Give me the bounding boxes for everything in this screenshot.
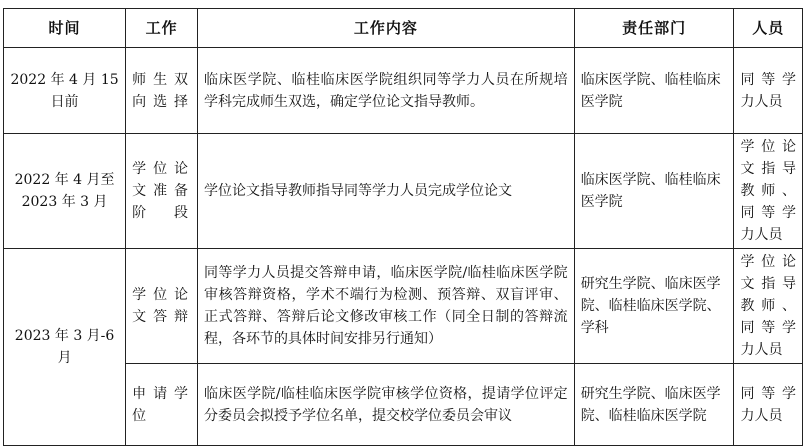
row-dept: 研究生学院、临床医学院、临桂临床医学院、学科 bbox=[574, 249, 734, 364]
header-people: 人员 bbox=[734, 9, 803, 48]
header-dept: 责任部门 bbox=[574, 9, 734, 48]
row-dept: 临床医学院、临桂临床医学院 bbox=[574, 48, 734, 134]
row-content: 学位论文指导教师指导同等学力人员完成学位论文 bbox=[198, 134, 575, 249]
schedule-table bbox=[3, 8, 803, 446]
row-content: 临床医学院、临桂临床医学院组织同等学力人员在所规培学科完成师生双选，确定学位论文指导教师。 bbox=[198, 48, 575, 134]
table-row bbox=[4, 249, 803, 364]
table-row bbox=[4, 48, 803, 134]
row-content: 临床医学院/临桂临床医学院审核学位资格，提请学位评定分委员会拟授予学位名单，提交校学位委员会审议 bbox=[198, 364, 575, 446]
header-work: 工作 bbox=[126, 9, 198, 48]
row-people: 同等学力人员 bbox=[734, 364, 803, 446]
row-content: 同等学力人员提交答辩申请，临床医学院/临桂临床医学院审核答辩资格，学术不端行为检测、预答辩、双盲评审、正式答辩、答辩后论文修改审核工作（同全日制的答辩流程，各环节的具体时间安排另行通知） bbox=[198, 249, 575, 364]
header-time: 时间 bbox=[4, 9, 126, 48]
header-content: 工作内容 bbox=[198, 9, 575, 48]
row-work: 学位论文准备阶段 bbox=[126, 134, 198, 249]
row-people: 同等学力人员 bbox=[734, 48, 803, 134]
row-time: 2022 年 4 月至 2023 年 3 月 bbox=[4, 134, 126, 249]
row-work: 师生双向选择 bbox=[126, 48, 198, 134]
row-people: 学位论文指导教师、同等学力人员 bbox=[734, 134, 803, 249]
header-row bbox=[4, 9, 803, 48]
row-work: 申请学位 bbox=[126, 364, 198, 446]
row-time: 2022 年 4 月 15 日前 bbox=[4, 48, 126, 134]
row-people: 学位论文指导教师、同等学力人员 bbox=[734, 249, 803, 364]
row-work: 学位论文答辩 bbox=[126, 249, 198, 364]
row-dept: 研究生学院、临床医学院、临桂临床医学院 bbox=[574, 364, 734, 446]
row-dept: 临床医学院、临桂临床医学院 bbox=[574, 134, 734, 249]
table-row bbox=[4, 134, 803, 249]
row-time: 2023 年 3 月-6 月 bbox=[4, 249, 126, 446]
